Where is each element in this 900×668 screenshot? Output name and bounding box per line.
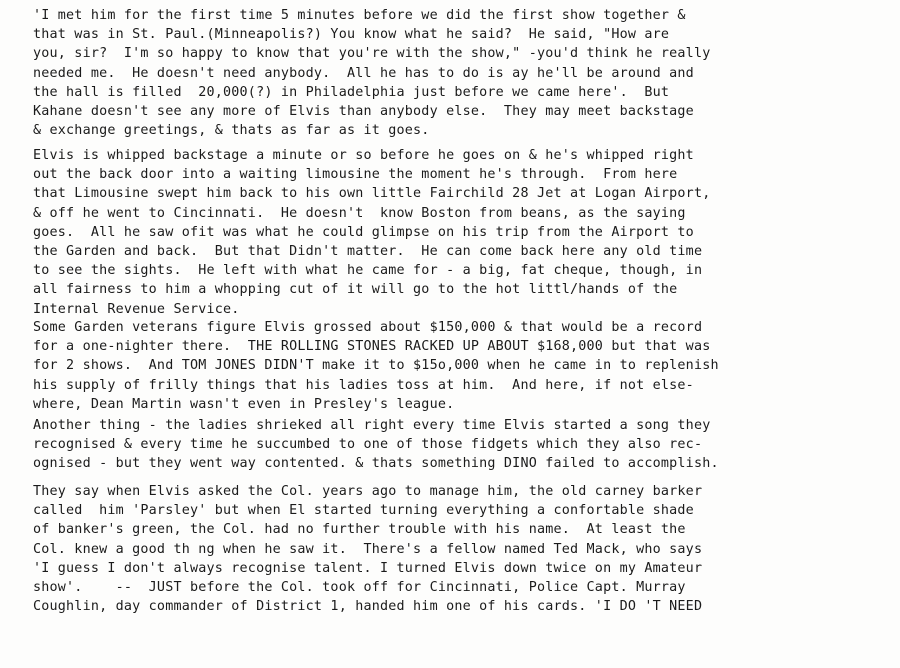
text-line: called him 'Parsley' but when El started turning everything a confortable shade — [33, 503, 694, 519]
text-line: his supply of frilly things that his ladies toss at him. And here, if not else- — [33, 377, 694, 393]
text-line: Internal Revenue Service. — [33, 301, 240, 317]
text-line: the Garden and back. But that Didn't matter. He can come back here any old time — [33, 243, 703, 259]
text-line: They say when Elvis asked the Col. years ago to manage him, the old carney barker — [33, 484, 703, 499]
text-line: & exchange greetings, & thats as far as it goes. — [33, 123, 430, 139]
text-line: out the back door into a waiting limousine the moment he's through. From here — [33, 167, 678, 183]
text-line: show'. -- JUST before the Col. took off for Cincinnati, Police Capt. Murray — [33, 579, 686, 595]
text-line: Another thing - the ladies shrieked all right every time Elvis started a song they — [33, 418, 711, 433]
text-line: Col. knew a good th ng when he saw it. There's a fellow named Ted Mack, who says — [33, 541, 703, 557]
text-line: of banker's green, the Col. had no further trouble with his name. At least the — [33, 522, 686, 538]
text-line: that Limousine swept him back to his own little Fairchild 28 Jet at Logan Airport, — [33, 186, 711, 202]
text-line: you, sir? I'm so happy to know that you're with the show," -you'd think he really — [33, 46, 711, 62]
text-line: all fairness to him a whopping cut of it will go to the hot littl/hands of the — [33, 282, 678, 298]
text-line: & off he went to Cincinnati. He doesn't know Boston from beans, as the saying — [33, 205, 686, 221]
paragraph-3 — [33, 318, 893, 414]
paragraph-2 — [33, 146, 893, 319]
text-line: recognised & every time he succumbed to one of those fidgets which they also rec- — [33, 437, 703, 453]
text-line: to see the sights. He left with what he came for - a big, fat cheque, though, in — [33, 263, 703, 279]
paragraph-5 — [33, 482, 893, 616]
paragraph-4 — [33, 416, 893, 474]
text-line: Elvis is whipped backstage a minute or so before he goes on & he's whipped right — [33, 148, 694, 163]
text-line: that was in St. Paul.(Minneapolis?) You know what he said? He said, "How are — [33, 27, 670, 43]
text-line: 'I met him for the first time 5 minutes before we did the first show together & — [33, 8, 686, 23]
text-line: where, Dean Martin wasn't even in Presley's league. — [33, 396, 455, 412]
text-line: the hall is filled 20,000(?) in Philadelphia just before we came here'. But — [33, 84, 670, 100]
text-line: Kahane doesn't see any more of Elvis than anybody else. They may meet backstage — [33, 103, 694, 119]
text-line: Some Garden veterans figure Elvis grossed about $150,000 & that would be a record — [33, 320, 703, 335]
text-line: needed me. He doesn't need anybody. All he has to do is ay he'll be around and — [33, 65, 694, 81]
text-line: ognised - but they went way contented. & thats something DINO failed to accomplish. — [33, 456, 719, 472]
text-line: 'I guess I don't always recognise talent. I turned Elvis down twice on my Amateur — [33, 560, 703, 576]
text-line: Coughlin, day commander of District 1, handed him one of his cards. 'I DO 'T NEED — [33, 599, 703, 615]
paragraph-1 — [33, 6, 893, 140]
text-line: for 2 shows. And TOM JONES DIDN'T make it to $15o,000 when he came in to replenish — [33, 358, 719, 374]
text-line: goes. All he saw ofit was what he could glimpse on his trip from the Airport to — [33, 224, 694, 240]
text-line: for a one-nighter there. THE ROLLING STONES RACKED UP ABOUT $168,000 but that was — [33, 339, 711, 355]
